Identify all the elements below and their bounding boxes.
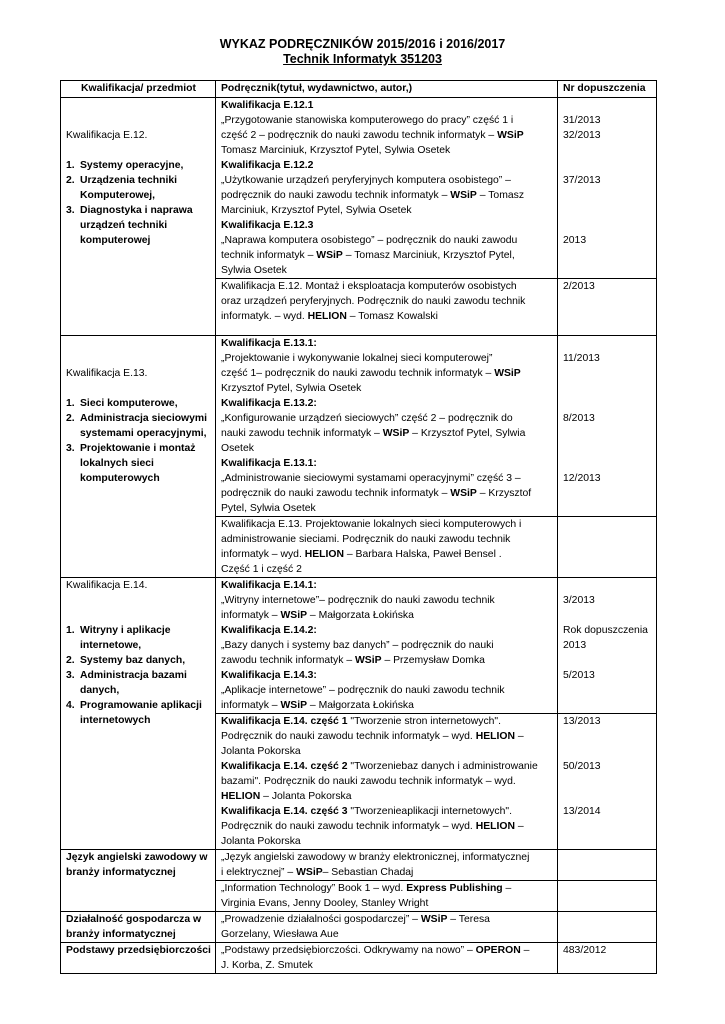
qualification-heading: Kwalifikacja E.13.2: xyxy=(221,398,317,409)
approval-cell xyxy=(558,336,657,517)
table-header-row xyxy=(61,81,657,98)
publisher-name: WSiP xyxy=(355,655,382,666)
publisher-name: WSiP xyxy=(450,190,477,201)
approval-number: 3/2013 xyxy=(563,595,595,606)
approval-number: 13/2013 xyxy=(563,716,601,727)
textbook-cell: „Prowadzenie działalności gospodarczej” – WSiP – Teresa Gorzelany, Wiesława Aue xyxy=(216,912,558,943)
publisher-name: WSiP xyxy=(494,368,521,379)
table-row-e14-wsip xyxy=(61,578,657,714)
qualification-label: Kwalifikacja E.14. xyxy=(66,580,148,591)
header-approval-number: Nr dopuszczenia xyxy=(558,81,657,98)
qualification-heading: Kwalifikacja E.12.3 xyxy=(221,220,314,231)
textbook-cell: „Information Technology” Book 1 – wyd. Express Publishing – Virginia Evans, Jenny Dooley, Stanley Wright xyxy=(216,881,558,912)
publisher-name: Express Publishing xyxy=(406,883,503,894)
publisher-name: OPERON xyxy=(475,945,521,956)
publisher-name: WSiP xyxy=(450,488,477,499)
subject-item: 1. Systemy operacyjne, xyxy=(66,160,184,171)
table-row-entrepreneurship xyxy=(61,943,657,974)
approval-number: Rok dopuszczenia xyxy=(563,625,648,636)
approval-number: 13/2014 xyxy=(563,806,601,817)
subject-item: 1. Sieci komputerowe, xyxy=(66,398,178,409)
subject-list xyxy=(66,396,211,486)
subject-item: 3. Diagnostyka i naprawa urządzeń techniki komputerowej xyxy=(66,205,193,246)
publisher-name: WSiP xyxy=(420,914,448,925)
subject-item: 3. Administracja bazami danych, xyxy=(66,670,187,696)
subject-item: 2. Systemy baz danych, xyxy=(66,655,186,666)
qualification-heading: Kwalifikacja E.12.1 xyxy=(221,100,314,111)
publisher-name: WSiP xyxy=(280,700,308,711)
approval-number: 31/2013 xyxy=(563,115,601,126)
table-row-business xyxy=(61,912,657,943)
qualification-heading: Kwalifikacja E.14. część 2 xyxy=(221,761,348,772)
table-row-e13-wsip xyxy=(61,336,657,517)
approval-cell xyxy=(558,578,657,714)
subject-item: 4. Programowanie aplikacji internetowych xyxy=(66,700,202,726)
subject-cell-business: Działalność gospodarcza w branży informatycznej xyxy=(61,912,216,943)
qualification-heading: Kwalifikacja E.14.2: xyxy=(221,625,317,636)
subject-list xyxy=(66,158,211,248)
qualification-heading: Kwalifikacja E.14. część 1 xyxy=(221,716,348,727)
subject-cell-entrepreneurship: Podstawy przedsiębiorczości xyxy=(61,943,216,974)
approval-cell xyxy=(558,943,657,974)
qualification-cell-e13 xyxy=(61,336,216,578)
textbook-cell: Kwalifikacja E.12.1 „Przygotowanie stanowiska komputerowego do pracy” część 1 i część 2 – podręcznik do nauki zawodu technik informatyk – WSiP Tomasz Marciniuk, Krzysztof Pytel, Sylwia Osetek Kwalifikacja E.12.2 „Użytkowanie urządzeń peryferyjnych komputera osobistego” – podręcznik do nauki zawodu technik informatyk – WSiP – Tomasz Marciniuk, Krzysztof Pytel, Sylwia Osetek Kwalifikacja E.12.3 „Naprawa komputera osobistego” – podręcznik do nauki zawodu technik informatyk – WSiP – Tomasz Marciniuk, Krzysztof Pytel, Sylwia Osetek xyxy=(216,98,558,279)
subject-list xyxy=(66,623,211,728)
subject-item: 2. Administracja sieciowymi systemami operacyjnymi, xyxy=(66,413,208,439)
qualification-heading: Kwalifikacja E.14.3: xyxy=(221,670,317,681)
qualification-cell-e12 xyxy=(61,98,216,336)
approval-number: 37/2013 xyxy=(563,175,601,186)
subject-cell-english: Język angielski zawodowy w branży informatycznej xyxy=(61,850,216,912)
approval-number: 12/2013 xyxy=(563,473,601,484)
publisher-name: HELION xyxy=(475,731,515,742)
approval-number: 5/2013 xyxy=(563,670,595,681)
header-qualification: Kwalifikacja/ przedmiot xyxy=(61,81,216,98)
publisher-name: HELION xyxy=(307,311,347,322)
publisher-name: HELION xyxy=(304,549,344,560)
table-row-e12-wsip xyxy=(61,98,657,279)
approval-cell xyxy=(558,98,657,279)
publisher-name: WSiP xyxy=(296,867,323,878)
textbook-cell: Kwalifikacja E.14. część 1 "Tworzenie stron internetowych". Podręcznik do nauki zawodu technik informatyk – wyd. HELION – Jolanta Pokorska Kwalifikacja E.14. część 2 "Tworzeniebaz danych i administrowanie bazami". Podręcznik do nauki zawodu technik informatyk – wyd. HELION – Jolanta Pokorska Kwalifikacja E.14. część 3 "Tworzenieaplikacji internetowych". Podręcznik do nauki zawodu technik informatyk – wyd. HELION – Jolanta Pokorska xyxy=(216,714,558,850)
approval-cell xyxy=(558,517,657,578)
qualification-heading: Kwalifikacja E.13.1: xyxy=(221,458,317,469)
approval-number: 8/2013 xyxy=(563,413,595,424)
subject-item: 1. Witryny i aplikacje internetowe, xyxy=(66,625,171,651)
publisher-name: HELION xyxy=(475,821,515,832)
textbook-table xyxy=(60,80,657,974)
qualification-heading: Kwalifikacja E.12.2 xyxy=(221,160,314,171)
subject-item: 3. Projektowanie i montaż lokalnych sieci komputerowych xyxy=(66,443,196,484)
document-subtitle: Technik Informatyk 351203 xyxy=(283,52,442,66)
header-textbook: Podręcznik(tytuł, wydawnictwo, autor,) xyxy=(216,81,558,98)
approval-cell xyxy=(558,714,657,850)
textbook-cell: Kwalifikacja E.14.1: „Witryny internetowe”– podręcznik do nauki zawodu technik informatyk – WSiP – Małgorzata Łokińska Kwalifikacja E.14.2: „Bazy danych i systemy baz danych” – podręcznik do nauki zawodu technik informatyk – WSiP – Przemysław Domka Kwalifikacja E.14.3: „Aplikacje internetowe” – podręcznik do nauki zawodu technik informatyk – WSiP – Małgorzata Łokińska xyxy=(216,578,558,714)
approval-number: 11/2013 xyxy=(563,353,600,364)
document-title: WYKAZ PODRĘCZNIKÓW 2015/2016 i 2016/2017 xyxy=(219,37,506,51)
qualification-label: Kwalifikacja E.12. xyxy=(66,130,148,141)
approval-cell xyxy=(558,850,657,881)
qualification-heading: Kwalifikacja E.14. część 3 xyxy=(221,806,348,817)
qualification-heading: Kwalifikacja E.14.1: xyxy=(221,580,317,591)
qualification-cell-e14 xyxy=(61,578,216,850)
approval-cell xyxy=(558,912,657,943)
approval-number: 2013 xyxy=(563,235,587,246)
textbook-cell: Kwalifikacja E.12. Montaż i eksploatacja komputerów osobistych oraz urządzeń peryferyjnych. Podręcznik do nauki zawodu technik informatyk. – wyd. HELION – Tomasz Kowalski xyxy=(216,279,558,336)
subject-item: 2. Urządzenia techniki Komputerowej, xyxy=(66,175,178,201)
approval-cell xyxy=(558,279,657,336)
approval-number: 483/2012 xyxy=(563,945,607,956)
publisher-name: WSiP xyxy=(382,428,410,439)
qualification-heading: Kwalifikacja E.13.1: xyxy=(221,338,317,349)
textbook-cell: „Podstawy przedsiębiorczości. Odkrywamy na nowo” – OPERON – J. Korba, Z. Smutek xyxy=(216,943,558,974)
textbook-cell: „Język angielski zawodowy w branży elektronicznej, informatycznej i elektrycznej” – WSiP– Sebastian Chadaj xyxy=(216,850,558,881)
table-row-english xyxy=(61,850,657,881)
approval-number: 32/2013 xyxy=(563,130,601,141)
approval-number: 2013 xyxy=(563,640,587,651)
approval-number: 50/2013 xyxy=(563,761,601,772)
publisher-name: WSiP xyxy=(497,130,524,141)
publisher-name: HELION xyxy=(221,791,261,802)
approval-cell xyxy=(558,881,657,912)
textbook-cell: Kwalifikacja E.13. Projektowanie lokalnych sieci komputerowych i administrowanie sieciami. Podręcznik do nauki zawodu technik informatyk – wyd. HELION – Barbara Halska, Paweł Bensel . Część 1 i część 2 xyxy=(216,517,558,578)
textbook-cell: Kwalifikacja E.13.1: „Projektowanie i wykonywanie lokalnej sieci komputerowej” część 1– podręcznik do nauki zawodu technik informatyk – WSiP Krzysztof Pytel, Sylwia Osetek Kwalifikacja E.13.2: „Konfigurowanie urządzeń sieciowych” część 2 – podręcznik do nauki zawodu technik informatyk – WSiP – Krzysztof Pytel, Sylwia Osetek Kwalifikacja E.13.1: „Administrowanie sieciowymi systamami operacyjnymi” część 3 – podręcznik do nauki zawodu technik informatyk – WSiP – Krzysztof Pytel, Sylwia Osetek xyxy=(216,336,558,517)
publisher-name: WSiP xyxy=(316,250,343,261)
publisher-name: WSiP xyxy=(280,610,308,621)
approval-number: 2/2013 xyxy=(563,281,595,292)
qualification-label: Kwalifikacja E.13. xyxy=(66,368,148,379)
